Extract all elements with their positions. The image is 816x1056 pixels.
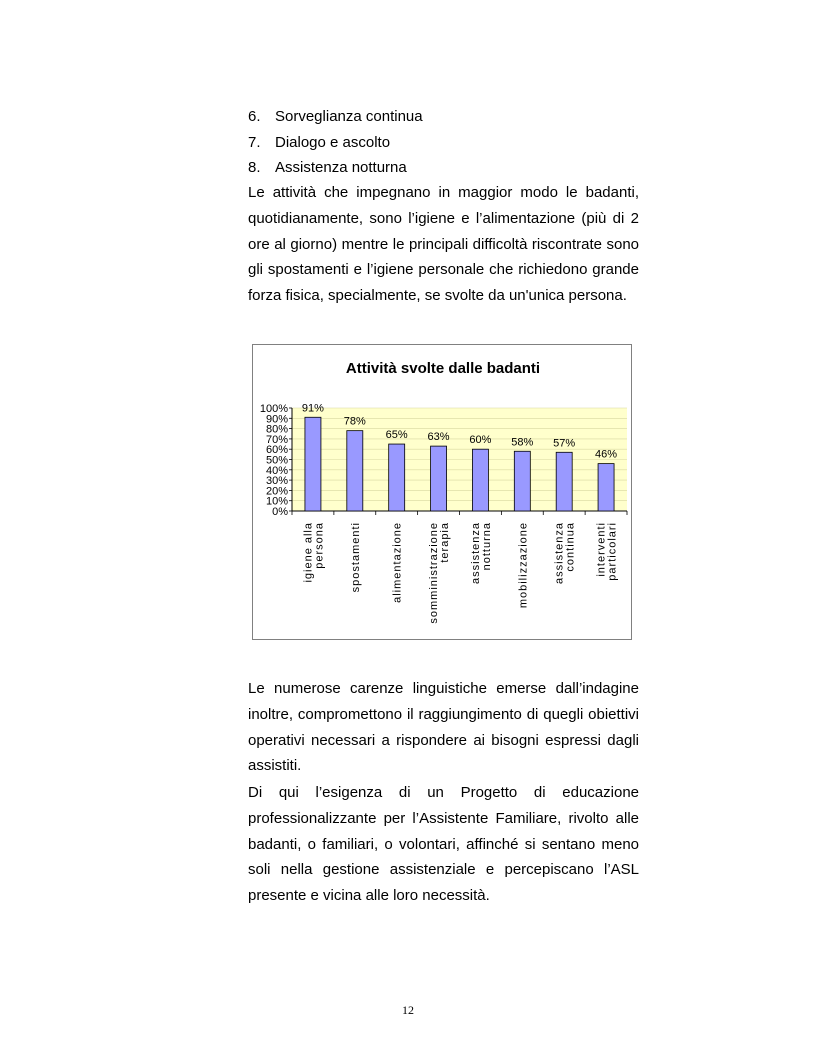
x-tick-label: spostamenti [349, 522, 362, 593]
paragraph-activities: Le attività che impegnano in maggior modo le badanti, quotidianamente, sono l’igiene e l’alimentazione (più di 2 ore al giorno) mentre le principali difficoltà riscontrate sono gli spostamenti e l’igiene personale che richiedono grande forza fisica, specialmente, se svolte da un'unica persona. [248, 184, 639, 305]
paragraph-project: Di qui l’esigenza di un Progetto di educazione professionalizzante per l’Assistente Familiare, rivolto alle badanti, o familiari, o volontari, affinché si sentano meno soli nella gestione assistenziale e percepiscano l’ASL presente e vicina alle loro necessità. [248, 784, 639, 905]
list-item-text: Sorveglianza continua [275, 108, 423, 125]
chart-title: Attività svolte dalle badanti [345, 360, 541, 377]
y-tick-label: 70% [265, 433, 288, 446]
numbered-list [248, 104, 640, 181]
x-tick-label: somministrazione [428, 522, 441, 624]
list-item-number: 7. [248, 133, 261, 151]
data-label: 58% [511, 436, 534, 449]
x-tick-label: notturna [480, 522, 493, 571]
bar-chart [252, 344, 632, 640]
data-label: 91% [301, 402, 324, 415]
y-tick-label: 10% [265, 495, 288, 508]
x-tick-label: terapia [439, 522, 452, 563]
data-label: 46% [595, 448, 618, 461]
list-item-number: 8. [248, 159, 261, 176]
list-item-number: 6. [248, 108, 261, 125]
list-item [248, 104, 640, 130]
y-tick-label: 50% [265, 454, 288, 467]
y-tick-label: 80% [265, 423, 288, 436]
y-tick-label: 20% [265, 485, 288, 498]
bar [389, 444, 405, 511]
x-tick-label: particolari [606, 522, 619, 581]
data-label: 57% [553, 437, 576, 450]
y-tick-label: 40% [265, 464, 288, 477]
y-tick-label: 100% [259, 403, 288, 415]
data-label: 63% [427, 431, 450, 444]
x-tick-label: mobilizzazione [517, 522, 530, 609]
bar [514, 451, 530, 511]
y-tick-label: 90% [265, 413, 288, 426]
list-item [248, 155, 640, 181]
list-item-text: Dialogo e ascolto [275, 133, 391, 151]
bar [472, 449, 488, 511]
list-item [248, 130, 640, 156]
bar [598, 464, 614, 511]
data-label: 60% [469, 434, 492, 447]
x-tick-label: assistenza [553, 522, 566, 584]
x-tick-label: continua [564, 522, 577, 572]
bar [347, 431, 363, 511]
y-tick-label: 0% [272, 506, 288, 518]
bar [305, 417, 321, 511]
bar [431, 446, 447, 511]
x-tick-label: igiene alla [302, 522, 315, 583]
chart-canvas [253, 345, 631, 639]
data-label: 65% [385, 429, 408, 442]
bar [556, 452, 572, 511]
page-number: 12 [402, 1003, 414, 1017]
x-tick-label: alimentazione [391, 522, 404, 603]
x-tick-label: persona [313, 522, 326, 569]
x-tick-label: interventi [595, 522, 608, 577]
list-item-text: Assistenza notturna [275, 159, 407, 176]
y-tick-label: 60% [265, 444, 288, 457]
paragraph-language-gaps: Le numerose carenze linguistiche emerse dall’indagine inoltre, compromettono il raggiungimento di quegli obiettivi operativi necessari a rispondere ai bisogni espressi dagli assistiti. [248, 680, 639, 775]
y-tick-label: 30% [265, 475, 288, 488]
data-label: 78% [343, 415, 366, 428]
x-tick-label: assistenza [469, 522, 482, 584]
